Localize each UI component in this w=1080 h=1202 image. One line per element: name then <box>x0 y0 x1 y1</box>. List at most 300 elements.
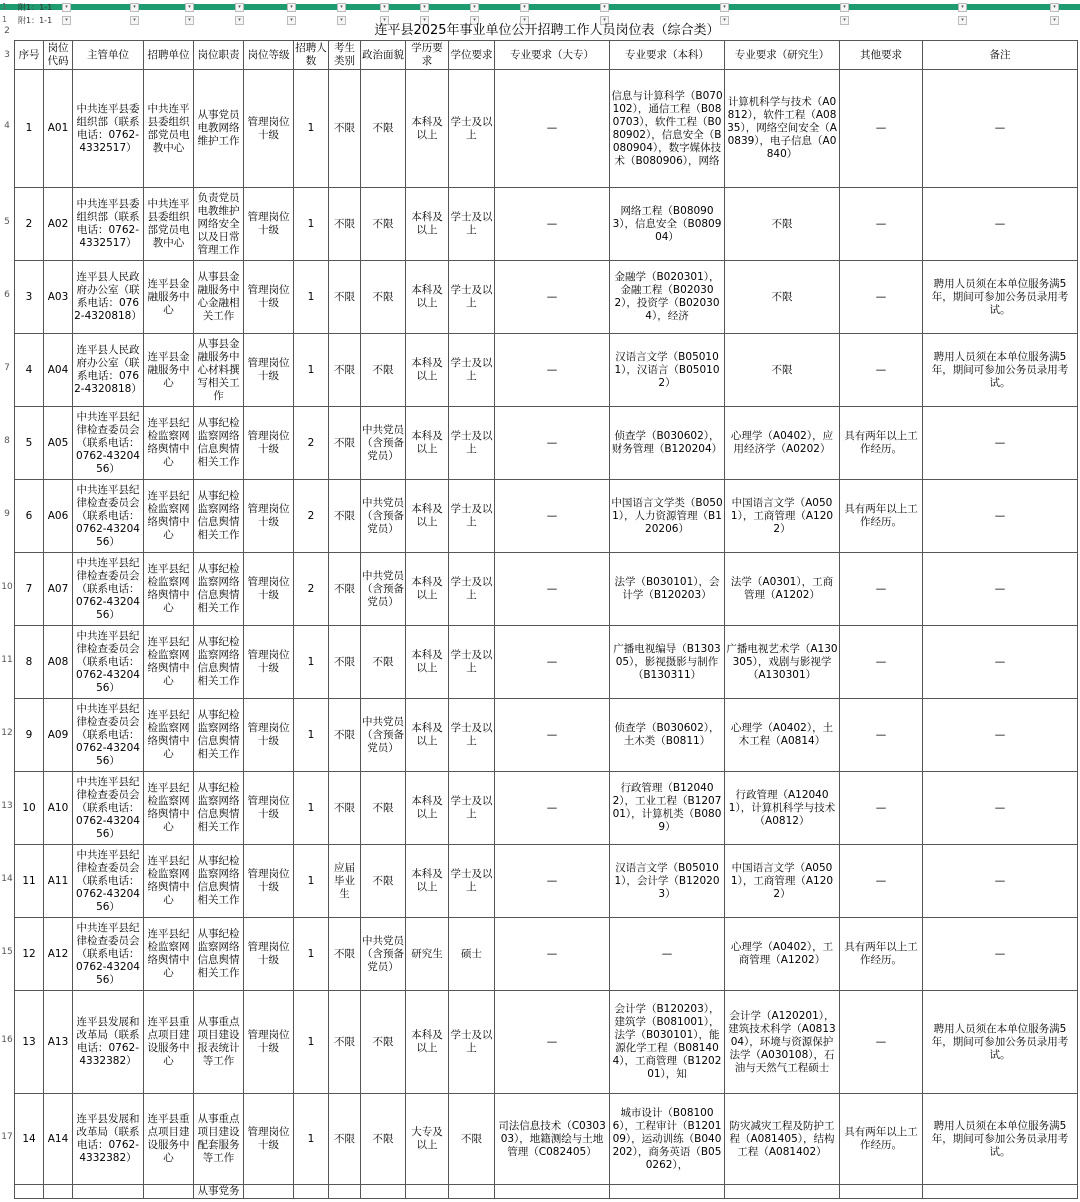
table-cell[interactable]: 管理岗位十级 <box>244 188 294 261</box>
table-row <box>15 188 1078 261</box>
column-header[interactable]: 专业要求（本科） <box>610 41 725 70</box>
table-cell[interactable]: A06 <box>44 480 73 553</box>
table-cell[interactable]: 不限 <box>329 918 361 991</box>
filter-dropdown-icon[interactable]: ▾ <box>130 16 139 25</box>
table-cell[interactable]: — <box>495 845 610 918</box>
column-header[interactable]: 序号 <box>15 41 44 70</box>
filter-dropdown-icon[interactable]: ▾ <box>337 3 346 12</box>
table-cell[interactable]: 具有两年以上工作经历。 <box>840 918 923 991</box>
filter-dropdown-icon[interactable]: ▾ <box>1050 16 1059 25</box>
table-cell[interactable]: 管理岗位十级 <box>244 407 294 480</box>
table-cell[interactable]: 本科及以上 <box>406 553 449 626</box>
table-cell[interactable]: 10 <box>15 772 44 845</box>
table-cell[interactable]: 连平县金融服务中心 <box>144 261 194 334</box>
table-cell[interactable]: 不限 <box>329 626 361 699</box>
table-cell[interactable]: — <box>840 626 923 699</box>
table-cell[interactable]: 不限 <box>329 553 361 626</box>
table-cell[interactable]: — <box>495 626 610 699</box>
filter-dropdown-icon[interactable]: ▾ <box>720 16 729 25</box>
table-cell[interactable] <box>923 1185 1078 1199</box>
table-cell[interactable]: — <box>923 845 1078 918</box>
table-cell[interactable]: 中共连平县纪律检查委员会（联系电话：0762-4320456） <box>73 772 144 845</box>
table-cell[interactable]: 不限 <box>329 699 361 772</box>
table-cell[interactable]: 金融学（B020301），金融工程（B020302），投资学（B020304），经济 <box>610 261 725 334</box>
table-cell[interactable]: 1 <box>294 772 329 845</box>
table-cell[interactable]: — <box>840 772 923 845</box>
table-cell[interactable]: 本科及以上 <box>406 70 449 188</box>
table-cell[interactable]: 6 <box>15 480 44 553</box>
table-cell[interactable]: 不限 <box>725 334 840 407</box>
row-number: 12 <box>1 727 13 738</box>
table-cell[interactable] <box>361 1185 406 1199</box>
table-cell[interactable]: 从事纪检监察网络信息舆情相关工作 <box>194 772 244 845</box>
table-cell[interactable]: 网络工程（B080903），信息安全（B080904） <box>610 188 725 261</box>
table-cell[interactable]: 信息与计算科学（B070102），通信工程（B080703），软件工程（B080902），信息安全（B080904），数字媒体技术（B080906），网络 <box>610 70 725 188</box>
table-cell[interactable]: — <box>840 553 923 626</box>
table-cell[interactable] <box>329 1185 361 1199</box>
row-number: 10 <box>1 581 13 592</box>
table-cell[interactable]: — <box>923 918 1078 991</box>
table-cell[interactable]: 从事纪检监察网络信息舆情相关工作 <box>194 626 244 699</box>
filter-dropdown-icon[interactable]: ▾ <box>1050 3 1059 12</box>
table-cell[interactable]: 不限 <box>329 991 361 1094</box>
table-cell[interactable]: 连平县纪检监察网络舆情中心 <box>144 918 194 991</box>
table-cell[interactable]: 管理岗位十级 <box>244 480 294 553</box>
table-cell[interactable]: 不限 <box>329 70 361 188</box>
table-cell[interactable]: 行政管理（A120401），计算机科学与技术（A0812） <box>725 772 840 845</box>
filter-dropdown-icon[interactable]: ▾ <box>520 3 529 12</box>
table-cell[interactable]: 管理岗位十级 <box>244 918 294 991</box>
table-cell[interactable]: 大专及以上 <box>406 1094 449 1185</box>
table-cell[interactable]: 学士及以上 <box>449 480 495 553</box>
table-cell[interactable]: 学士及以上 <box>449 626 495 699</box>
row-number: 1 <box>2 2 8 11</box>
table-cell[interactable] <box>449 1185 495 1199</box>
table-cell[interactable]: 广播电视艺术学（A130305），戏剧与影视学（A130301） <box>725 626 840 699</box>
table-cell[interactable]: 城市设计（B081006），工程审计（B120109），运动训练（B040202），商务英语（B050262）， <box>610 1094 725 1185</box>
table-cell[interactable]: 不限 <box>361 991 406 1094</box>
table-cell[interactable] <box>15 1185 44 1199</box>
table-cell[interactable]: 中共连平县纪律检查委员会（联系电话：0762-4320456） <box>73 918 144 991</box>
column-header[interactable]: 专业要求（研究生） <box>725 41 840 70</box>
table-cell[interactable]: 中共连平县纪律检查委员会（联系电话：0762-4320456） <box>73 626 144 699</box>
table-cell[interactable]: 3 <box>15 261 44 334</box>
table-cell[interactable]: — <box>495 480 610 553</box>
table-cell[interactable]: — <box>840 991 923 1094</box>
table-cell[interactable]: 中共连平县委组织部党员电教中心 <box>144 188 194 261</box>
table-cell[interactable]: 从事纪检监察网络信息舆情相关工作 <box>194 918 244 991</box>
column-header[interactable]: 备注 <box>923 41 1078 70</box>
table-cell[interactable]: A13 <box>44 991 73 1094</box>
column-header[interactable]: 学历要求 <box>406 41 449 70</box>
table-cell[interactable]: — <box>840 334 923 407</box>
column-header[interactable]: 招聘单位 <box>144 41 194 70</box>
table-cell[interactable]: 中共连平县委组织部（联系电话：0762-4332517） <box>73 188 144 261</box>
table-cell[interactable]: 学士及以上 <box>449 407 495 480</box>
table-cell[interactable]: 中共连平县委组织部（联系电话：0762-4332517） <box>73 70 144 188</box>
table-cell[interactable]: 管理岗位十级 <box>244 261 294 334</box>
table-cell[interactable]: 学士及以上 <box>449 261 495 334</box>
table-cell[interactable]: 中共党员（含预备党员） <box>361 918 406 991</box>
table-cell[interactable]: 行政管理（B120402），工业工程（B120701），计算机类（B0809） <box>610 772 725 845</box>
table-cell[interactable]: 连平县人民政府办公室（联系电话：0762-4320818） <box>73 261 144 334</box>
table-cell[interactable]: 1 <box>294 991 329 1094</box>
table-cell[interactable]: A10 <box>44 772 73 845</box>
table-cell[interactable]: 连平县发展和改革局（联系电话：0762-4332382） <box>73 991 144 1094</box>
table-cell[interactable]: 法学（B030101），会计学（B120203） <box>610 553 725 626</box>
table-cell[interactable]: 硕士 <box>449 918 495 991</box>
table-cell[interactable]: 管理岗位十级 <box>244 772 294 845</box>
table-cell[interactable]: A08 <box>44 626 73 699</box>
table-cell[interactable]: — <box>495 188 610 261</box>
table-cell[interactable]: 中国语言文学（A0501），工商管理（A1202） <box>725 480 840 553</box>
table-row <box>15 772 1078 845</box>
table-cell[interactable]: 中共党员（含预备党员） <box>361 699 406 772</box>
table-cell[interactable]: A05 <box>44 407 73 480</box>
table-cell[interactable]: — <box>923 699 1078 772</box>
table-cell[interactable] <box>495 1185 610 1199</box>
table-cell[interactable]: 1 <box>294 70 329 188</box>
table-cell[interactable]: 学士及以上 <box>449 334 495 407</box>
table-cell[interactable]: 汉语言文学（B050101），会计学（B120203） <box>610 845 725 918</box>
column-header[interactable]: 政治面貌 <box>361 41 406 70</box>
column-header[interactable]: 考生类别 <box>329 41 361 70</box>
table-cell[interactable]: 从事纪检监察网络信息舆情相关工作 <box>194 553 244 626</box>
filter-dropdown-icon[interactable]: ▾ <box>287 3 296 12</box>
table-cell[interactable]: 1 <box>294 699 329 772</box>
table-cell[interactable]: 管理岗位十级 <box>244 334 294 407</box>
table-cell[interactable]: 连平县重点项目建设服务中心 <box>144 991 194 1094</box>
table-cell[interactable]: 广播电视编导（B130305），影视摄影与制作（B130311） <box>610 626 725 699</box>
table-cell[interactable]: 1 <box>294 845 329 918</box>
filter-dropdown-icon[interactable]: ▾ <box>420 3 429 12</box>
table-cell[interactable]: 学士及以上 <box>449 699 495 772</box>
table-cell[interactable]: — <box>840 70 923 188</box>
table-cell[interactable]: 管理岗位十级 <box>244 70 294 188</box>
table-cell[interactable]: 5 <box>15 407 44 480</box>
table-cell[interactable]: 管理岗位十级 <box>244 845 294 918</box>
table-cell[interactable]: — <box>923 626 1078 699</box>
table-cell[interactable]: — <box>495 918 610 991</box>
table-cell[interactable]: 连平县纪检监察网络舆情中心 <box>144 480 194 553</box>
row-number: 6 <box>4 289 10 300</box>
table-cell[interactable]: 中共党员（含预备党员） <box>361 480 406 553</box>
table-cell[interactable]: — <box>923 553 1078 626</box>
table-cell[interactable]: 中共连平县纪律检查委员会（联系电话：0762-4320456） <box>73 480 144 553</box>
table-cell[interactable]: 1 <box>294 1094 329 1185</box>
table-cell[interactable]: 聘用人员须在本单位服务满5年，期间可参加公务员录用考试。 <box>923 1094 1078 1185</box>
table-cell[interactable]: 管理岗位十级 <box>244 699 294 772</box>
table-cell[interactable] <box>294 1185 329 1199</box>
table-cell[interactable]: — <box>495 261 610 334</box>
table-cell[interactable]: 管理岗位十级 <box>244 991 294 1094</box>
table-cell[interactable]: 本科及以上 <box>406 480 449 553</box>
table-cell[interactable]: — <box>840 188 923 261</box>
column-header[interactable]: 学位要求 <box>449 41 495 70</box>
table-cell[interactable]: 连平县纪检监察网络舆情中心 <box>144 407 194 480</box>
table-cell[interactable]: 本科及以上 <box>406 261 449 334</box>
table-cell[interactable]: 连平县纪检监察网络舆情中心 <box>144 553 194 626</box>
table-cell[interactable]: 13 <box>15 991 44 1094</box>
filter-dropdown-icon[interactable]: ▾ <box>600 3 609 12</box>
row-number: 8 <box>4 435 10 446</box>
filter-dropdown-icon[interactable]: ▾ <box>235 16 244 25</box>
table-cell[interactable]: 连平县发展和改革局（联系电话：0762-4332382） <box>73 1094 144 1185</box>
column-header[interactable]: 招聘人数 <box>294 41 329 70</box>
table-cell[interactable]: 从事纪检监察网络信息舆情相关工作 <box>194 699 244 772</box>
table-cell[interactable]: 学士及以上 <box>449 772 495 845</box>
filter-dropdown-icon[interactable]: ▾ <box>185 16 194 25</box>
table-cell[interactable]: 中国语言文学类（B0501），人力资源管理（B120206） <box>610 480 725 553</box>
filter-dropdown-icon[interactable]: ▾ <box>470 3 479 12</box>
table-cell[interactable]: 连平县人民政府办公室（联系电话：0762-4320818） <box>73 334 144 407</box>
table-cell[interactable]: 学士及以上 <box>449 188 495 261</box>
table-cell[interactable]: 会计学（B120203），建筑学（B081001），法学（B030101），能源化学工程（B081404），工商管理（B120201），知 <box>610 991 725 1094</box>
table-cell[interactable]: 连平县重点项目建设服务中心 <box>144 1094 194 1185</box>
table-cell[interactable]: 从事党员电教网络维护工作 <box>194 70 244 188</box>
column-header[interactable]: 岗位代码 <box>44 41 73 70</box>
row-number: 2 <box>4 26 10 36</box>
table-cell[interactable]: 不限 <box>329 1094 361 1185</box>
table-cell[interactable]: 防灾减灾工程及防护工程（A081405），结构工程（A081402） <box>725 1094 840 1185</box>
column-header[interactable]: 岗位等级 <box>244 41 294 70</box>
table-cell[interactable]: A11 <box>44 845 73 918</box>
table-cell[interactable]: — <box>840 845 923 918</box>
table-cell[interactable]: 具有两年以上工作经历。 <box>840 407 923 480</box>
table-cell[interactable]: 14 <box>15 1094 44 1185</box>
table-cell[interactable]: 从事县金融服务中心金融相关工作 <box>194 261 244 334</box>
filter-dropdown-icon[interactable]: ▾ <box>840 3 849 12</box>
table-cell[interactable]: 1 <box>294 188 329 261</box>
table-cell[interactable]: 2 <box>15 188 44 261</box>
table-cell[interactable]: — <box>923 772 1078 845</box>
table-cell[interactable]: 中共党员（含预备党员） <box>361 407 406 480</box>
filter-dropdown-icon[interactable]: ▾ <box>520 16 529 25</box>
table-cell[interactable]: 1 <box>15 70 44 188</box>
table-cell[interactable]: 连平县金融服务中心 <box>144 334 194 407</box>
table-cell[interactable]: 1 <box>294 334 329 407</box>
table-cell[interactable]: 不限 <box>449 1094 495 1185</box>
table-cell[interactable]: A12 <box>44 918 73 991</box>
table-cell[interactable]: 本科及以上 <box>406 772 449 845</box>
table-row <box>15 334 1078 407</box>
table-cell[interactable]: — <box>923 70 1078 188</box>
table-cell[interactable]: 2 <box>294 407 329 480</box>
table-cell[interactable]: 研究生 <box>406 918 449 991</box>
table-cell[interactable]: 学士及以上 <box>449 845 495 918</box>
table-cell[interactable]: 连平县纪检监察网络舆情中心 <box>144 772 194 845</box>
table-cell[interactable]: 管理岗位十级 <box>244 1094 294 1185</box>
table-cell[interactable]: 学士及以上 <box>449 553 495 626</box>
filter-dropdown-icon[interactable]: ▾ <box>130 3 139 12</box>
filter-dropdown-icon[interactable]: ▾ <box>287 16 296 25</box>
table-cell[interactable]: 连平县纪检监察网络舆情中心 <box>144 845 194 918</box>
filter-dropdown-icon[interactable]: ▾ <box>720 3 729 12</box>
table-cell[interactable]: 本科及以上 <box>406 188 449 261</box>
filter-dropdown-icon[interactable]: ▾ <box>420 16 429 25</box>
table-cell[interactable]: — <box>495 70 610 188</box>
table-cell[interactable]: 8 <box>15 626 44 699</box>
table-cell[interactable]: 11 <box>15 845 44 918</box>
table-cell[interactable]: 不限 <box>361 334 406 407</box>
table-cell[interactable]: 1 <box>294 918 329 991</box>
table-cell[interactable]: 聘用人员须在本单位服务满5年，期间可参加公务员录用考试。 <box>923 261 1078 334</box>
table-cell[interactable]: 中共连平县纪律检查委员会（联系电话：0762-4320456） <box>73 553 144 626</box>
table-cell[interactable] <box>144 1185 194 1199</box>
table-cell[interactable] <box>406 1185 449 1199</box>
table-cell[interactable]: 不限 <box>725 188 840 261</box>
table-cell[interactable]: — <box>495 334 610 407</box>
table-cell[interactable]: 管理岗位十级 <box>244 626 294 699</box>
filter-dropdown-icon[interactable]: ▾ <box>958 16 967 25</box>
column-header[interactable]: 主管单位 <box>73 41 144 70</box>
row-number: 11 <box>1 654 13 665</box>
table-cell[interactable]: 不限 <box>725 261 840 334</box>
table-cell[interactable]: 不限 <box>361 845 406 918</box>
column-header[interactable]: 岗位职责 <box>194 41 244 70</box>
table-cell[interactable]: 本科及以上 <box>406 991 449 1094</box>
table-cell[interactable]: 应届毕业生 <box>329 845 361 918</box>
table-cell[interactable]: A02 <box>44 188 73 261</box>
filter-dropdown-icon[interactable]: ▾ <box>380 3 389 12</box>
table-cell[interactable]: 2 <box>294 480 329 553</box>
row-number: 3 <box>4 50 10 60</box>
table-cell[interactable]: 从事重点项目建设报表统计等工作 <box>194 991 244 1094</box>
table-cell[interactable]: 2 <box>294 553 329 626</box>
table-cell[interactable]: 会计学（A120201），建筑技术科学（A081304），环境与资源保护法学（A030108），石油与天然气工程硕士 <box>725 991 840 1094</box>
table-cell[interactable] <box>840 1185 923 1199</box>
table-cell[interactable]: — <box>495 407 610 480</box>
table-cell[interactable]: 不限 <box>329 772 361 845</box>
table-cell[interactable]: 本科及以上 <box>406 407 449 480</box>
table-cell[interactable]: 12 <box>15 918 44 991</box>
table-cell[interactable]: 不限 <box>361 772 406 845</box>
filter-dropdown-icon[interactable]: ▾ <box>62 16 71 25</box>
filter-dropdown-icon[interactable]: ▾ <box>840 16 849 25</box>
table-cell[interactable]: 中国语言文学（A0501），工商管理（A1202） <box>725 845 840 918</box>
table-cell[interactable]: 侦查学（B030602），土木类（B0811） <box>610 699 725 772</box>
table-cell[interactable]: 心理学（A0402），工商管理（A1202） <box>725 918 840 991</box>
table-cell[interactable]: A04 <box>44 334 73 407</box>
table-cell[interactable]: 不限 <box>361 188 406 261</box>
table-cell[interactable]: 计算机科学与技术（A0812），软件工程（A0835），网络空间安全（A0839），电子信息（A0840） <box>725 70 840 188</box>
table-cell[interactable]: — <box>923 407 1078 480</box>
table-cell[interactable] <box>244 1185 294 1199</box>
table-cell[interactable]: A07 <box>44 553 73 626</box>
table-cell[interactable]: 中共连平县纪律检查委员会（联系电话：0762-4320456） <box>73 699 144 772</box>
table-cell[interactable]: 本科及以上 <box>406 699 449 772</box>
table-cell[interactable]: 本科及以上 <box>406 626 449 699</box>
table-cell[interactable]: — <box>923 480 1078 553</box>
table-cell[interactable]: 法学（A0301），工商管理（A1202） <box>725 553 840 626</box>
table-cell[interactable]: 中共连平县纪律检查委员会（联系电话：0762-4320456） <box>73 845 144 918</box>
table-cell[interactable]: 中共党员（含预备党员） <box>361 553 406 626</box>
table-cell[interactable]: 不限 <box>361 261 406 334</box>
table-cell[interactable]: 不限 <box>361 626 406 699</box>
table-cell[interactable]: 学士及以上 <box>449 991 495 1094</box>
filter-dropdown-icon[interactable]: ▾ <box>470 16 479 25</box>
table-cell[interactable]: 9 <box>15 699 44 772</box>
table-cell[interactable]: 不限 <box>361 70 406 188</box>
table-cell[interactable]: 4 <box>15 334 44 407</box>
table-cell[interactable]: 汉语言文学（B050101），汉语言（B050102） <box>610 334 725 407</box>
row-number: 14 <box>1 873 13 884</box>
table-cell[interactable]: — <box>923 188 1078 261</box>
filter-dropdown-icon[interactable]: ▾ <box>380 16 389 25</box>
table-cell[interactable]: 具有两年以上工作经历。 <box>840 480 923 553</box>
table-cell[interactable]: — <box>840 699 923 772</box>
filter-dropdown-icon[interactable]: ▾ <box>600 16 609 25</box>
table-cell[interactable]: — <box>495 772 610 845</box>
table-cell[interactable] <box>610 1185 725 1199</box>
table-cell[interactable]: 心理学（A0402），土木工程（A0814） <box>725 699 840 772</box>
table-cell[interactable]: — <box>495 699 610 772</box>
table-cell[interactable]: — <box>495 991 610 1094</box>
table-cell[interactable]: A09 <box>44 699 73 772</box>
column-header[interactable]: 专业要求（大专） <box>495 41 610 70</box>
table-cell[interactable]: 从事党务 <box>194 1185 244 1199</box>
table-cell[interactable]: 不限 <box>329 480 361 553</box>
table-cell[interactable]: 聘用人员须在本单位服务满5年，期间可参加公务员录用考试。 <box>923 334 1078 407</box>
table-cell[interactable]: A01 <box>44 70 73 188</box>
filter-dropdown-icon[interactable]: ▾ <box>185 3 194 12</box>
table-cell[interactable]: 从事纪检监察网络信息舆情相关工作 <box>194 845 244 918</box>
table-cell[interactable]: 1 <box>294 261 329 334</box>
filter-dropdown-icon[interactable]: ▾ <box>235 3 244 12</box>
table-cell[interactable]: 1 <box>294 626 329 699</box>
filter-dropdown-icon[interactable]: ▾ <box>62 3 71 12</box>
table-cell[interactable]: 不限 <box>329 261 361 334</box>
table-cell[interactable]: 侦查学（B030602），财务管理（B120204） <box>610 407 725 480</box>
table-cell[interactable] <box>725 1185 840 1199</box>
table-cell[interactable]: — <box>495 553 610 626</box>
table-cell[interactable]: 从事重点项目建设配套服务等工作 <box>194 1094 244 1185</box>
table-cell[interactable] <box>73 1185 144 1199</box>
table-cell[interactable]: — <box>610 918 725 991</box>
table-cell[interactable]: 本科及以上 <box>406 334 449 407</box>
table-cell[interactable]: 不限 <box>329 407 361 480</box>
table-cell[interactable]: 从事纪检监察网络信息舆情相关工作 <box>194 480 244 553</box>
table-cell[interactable]: 7 <box>15 553 44 626</box>
table-cell[interactable]: 司法信息技术（C030303），地籍测绘与土地管理（C082405） <box>495 1094 610 1185</box>
table-cell[interactable]: 中共连平县纪律检查委员会（联系电话：0762-4320456） <box>73 407 144 480</box>
table-cell[interactable]: 不限 <box>361 1094 406 1185</box>
table-cell[interactable]: 连平县纪检监察网络舆情中心 <box>144 626 194 699</box>
table-cell[interactable]: 不限 <box>329 188 361 261</box>
table-cell[interactable]: 从事县金融服务中心材料撰写相关工作 <box>194 334 244 407</box>
table-row <box>15 991 1078 1094</box>
table-cell[interactable]: 本科及以上 <box>406 845 449 918</box>
column-header[interactable]: 其他要求 <box>840 41 923 70</box>
table-cell[interactable]: A14 <box>44 1094 73 1185</box>
table-cell[interactable]: 管理岗位十级 <box>244 553 294 626</box>
table-cell[interactable]: — <box>840 261 923 334</box>
filter-label: 附1：1-1 <box>18 3 53 12</box>
table-cell[interactable] <box>44 1185 73 1199</box>
table-cell[interactable]: 心理学（A0402），应用经济学（A0202） <box>725 407 840 480</box>
table-cell[interactable]: 连平县纪检监察网络舆情中心 <box>144 699 194 772</box>
table-cell[interactable]: 学士及以上 <box>449 70 495 188</box>
table-cell[interactable]: 聘用人员须在本单位服务满5年，期间可参加公务员录用考试。 <box>923 991 1078 1094</box>
table-cell[interactable]: 不限 <box>329 334 361 407</box>
table-cell[interactable]: 中共连平县委组织部党员电教中心 <box>144 70 194 188</box>
table-cell[interactable]: A03 <box>44 261 73 334</box>
filter-dropdown-icon[interactable]: ▾ <box>337 16 346 25</box>
table-cell[interactable]: 从事纪检监察网络信息舆情相关工作 <box>194 407 244 480</box>
filter-dropdown-icon[interactable]: ▾ <box>958 3 967 12</box>
table-cell[interactable]: 负责党员电教维护网络安全以及日常管理工作 <box>194 188 244 261</box>
table-cell[interactable]: 具有两年以上工作经历。 <box>840 1094 923 1185</box>
